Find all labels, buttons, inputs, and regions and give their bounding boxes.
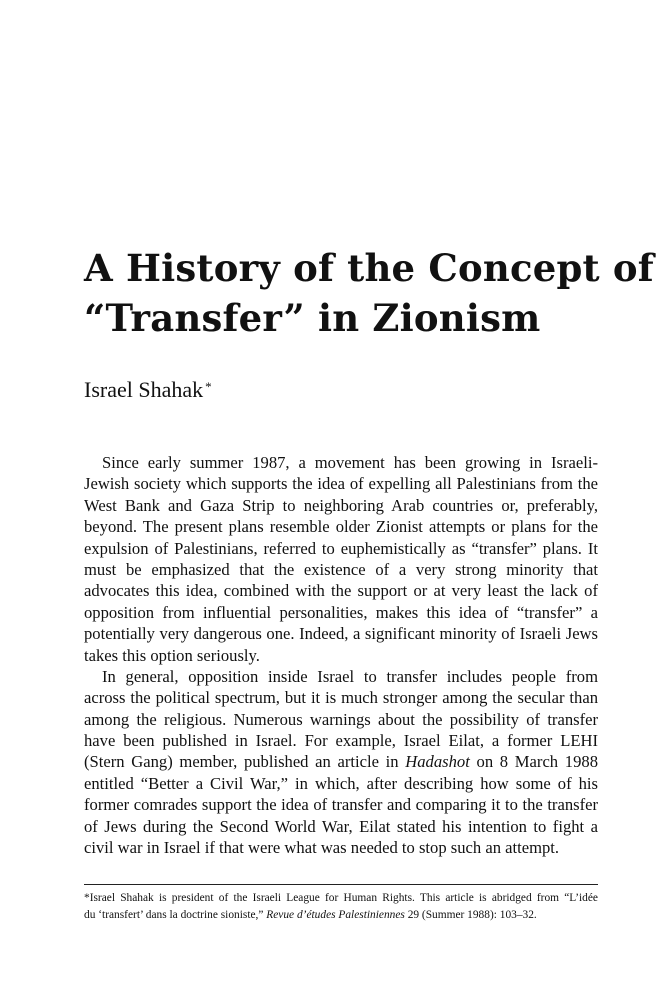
body-line: among the religious. Numerous warnings about the possibility of transfer bbox=[84, 709, 598, 729]
article-title-line-1: A History of the Concept of bbox=[84, 246, 654, 290]
author-name bbox=[84, 374, 212, 403]
body-line: entitled “Better a Civil War,” in which, after describing how some of his bbox=[84, 773, 598, 793]
body-line: potentially very dangerous one. Indeed, a significant minority of Israeli Jews bbox=[84, 624, 598, 644]
body-text-segment: (Stern Gang) member, published an article in bbox=[84, 752, 406, 772]
body-line: takes this option seriously. bbox=[84, 645, 260, 665]
body-line: beyond. The present plans resemble older Zionist attempts or plans for the bbox=[84, 517, 598, 537]
body-line: of Jews during the Second World War, Eilat stated his intention to fight a bbox=[84, 816, 598, 836]
body-line: advocates this idea, combined with the support or at very least the lack of bbox=[84, 581, 598, 601]
footnote-line: *Israel Shahak is president of the Israeli League for Human Rights. This article is abridged from “L’idée bbox=[84, 892, 598, 904]
body-line: must be emphasized that the existence of a very strong minority that bbox=[84, 559, 598, 579]
body-line: expulsion of Palestinians, referred to euphemistically as “transfer” plans. It bbox=[84, 538, 598, 558]
body-line: Jewish society which supports the idea of expelling all Palestinians from the bbox=[84, 474, 598, 494]
body-line: across the political spectrum, but it is much stronger among the secular than bbox=[84, 688, 598, 708]
article-title-line-2: “Transfer” in Zionism bbox=[84, 296, 541, 340]
footnote bbox=[84, 890, 598, 924]
footnote-divider bbox=[84, 884, 598, 885]
body-line: former comrades support the idea of transfer and comparing it to the transfer bbox=[84, 795, 598, 815]
article-title bbox=[84, 243, 654, 343]
footnote-text-segment: 29 (Summer 1988): 103–32. bbox=[404, 909, 537, 921]
body-line bbox=[84, 751, 598, 772]
footnote-line bbox=[84, 907, 598, 924]
body-text-segment: on 8 March 1988 bbox=[469, 752, 598, 772]
body-line: have been published in Israel. For example, Israel Eilat, a former LEHI bbox=[84, 731, 598, 751]
article-body bbox=[84, 452, 598, 858]
body-line: opposition from influential personalities, makes this idea of “transfer” a bbox=[84, 602, 598, 622]
body-line: civil war in Israel if that were what was needed to stop such an attempt. bbox=[84, 838, 560, 858]
publication-name-hadashot: Hadashot bbox=[405, 752, 470, 772]
footnote-text-segment: du ‘transfert’ dans la doctrine sioniste,” bbox=[84, 909, 267, 921]
journal-name: Revue d’études Palestiniennes bbox=[266, 909, 405, 921]
body-line: Since early summer 1987, a movement has been growing in Israeli- bbox=[102, 453, 598, 472]
body-line: In general, opposition inside Israel to transfer includes people from bbox=[102, 666, 598, 686]
author-footnote-mark: * bbox=[205, 379, 212, 394]
author-name-text: Israel Shahak bbox=[84, 377, 204, 402]
body-line: West Bank and Gaza Strip to neighboring Arab countries or, preferably, bbox=[84, 495, 598, 515]
